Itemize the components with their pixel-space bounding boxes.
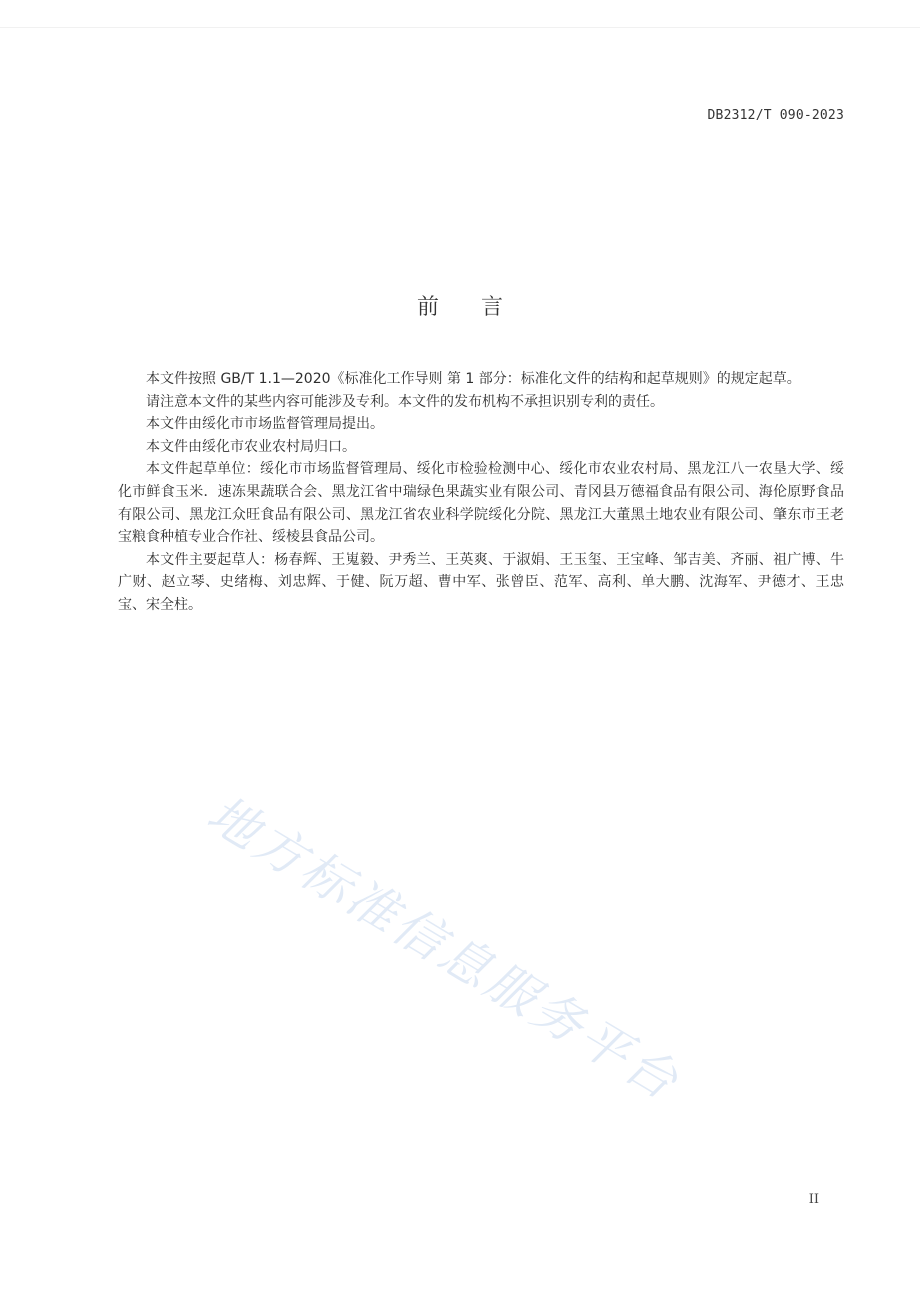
page-number: II — [808, 1192, 819, 1207]
paragraph-proposer: 本文件由绥化市市场监督管理局提出。 — [146, 416, 384, 433]
paragraph-drafting-rules: 本文件按照 GB/T 1.1—2020《标准化工作导则 第 1 部分：标准化文件的结构和起草规则》的规定起草。 — [146, 371, 801, 387]
paragraph-administrator: 本文件由绥化市农业农村局归口。 — [146, 438, 356, 455]
watermark: 地方标准信息服务平台 — [197, 784, 691, 1113]
section-heading: 前言 — [416, 295, 545, 320]
document-number: DB2312/T 090-2023 — [707, 108, 844, 123]
paragraph-drafters: 本文件主要起草人：杨春辉、王嵬毅、尹秀兰、王英爽、于淑娟、王玉玺、王宝峰、邹吉美、齐丽、祖广博、牛广财、赵立琴、史绪梅、刘忠辉、于健、阮万超、曹中军、张曾臣、范军、高利、单大鹏、沈海军、尹德才、王忠宝、宋全柱。 — [118, 551, 844, 613]
foreword-body — [118, 368, 844, 617]
top-divider — [0, 27, 920, 28]
paragraph-patent-notice: 请注意本文件的某些内容可能涉及专利。本文件的发布机构不承担识别专利的责任。 — [146, 393, 664, 410]
paragraph-drafting-units: 本文件起草单位：绥化市市场监督管理局、绥化市检验检测中心、绥化市农业农村局、黑龙江八一农垦大学、绥化市鲜食玉米．速冻果蔬联合会、黑龙江省中瑞绿色果蔬实业有限公司、青冈县万德福食品有限公司、海伦原野食品有限公司、黑龙江众旺食品有限公司、黑龙江省农业科学院绥化分院、黑龙江大董黑土地农业有限公司、肇东市王老宝粮食种植专业合作社、绥棱县食品公司。 — [118, 461, 844, 546]
